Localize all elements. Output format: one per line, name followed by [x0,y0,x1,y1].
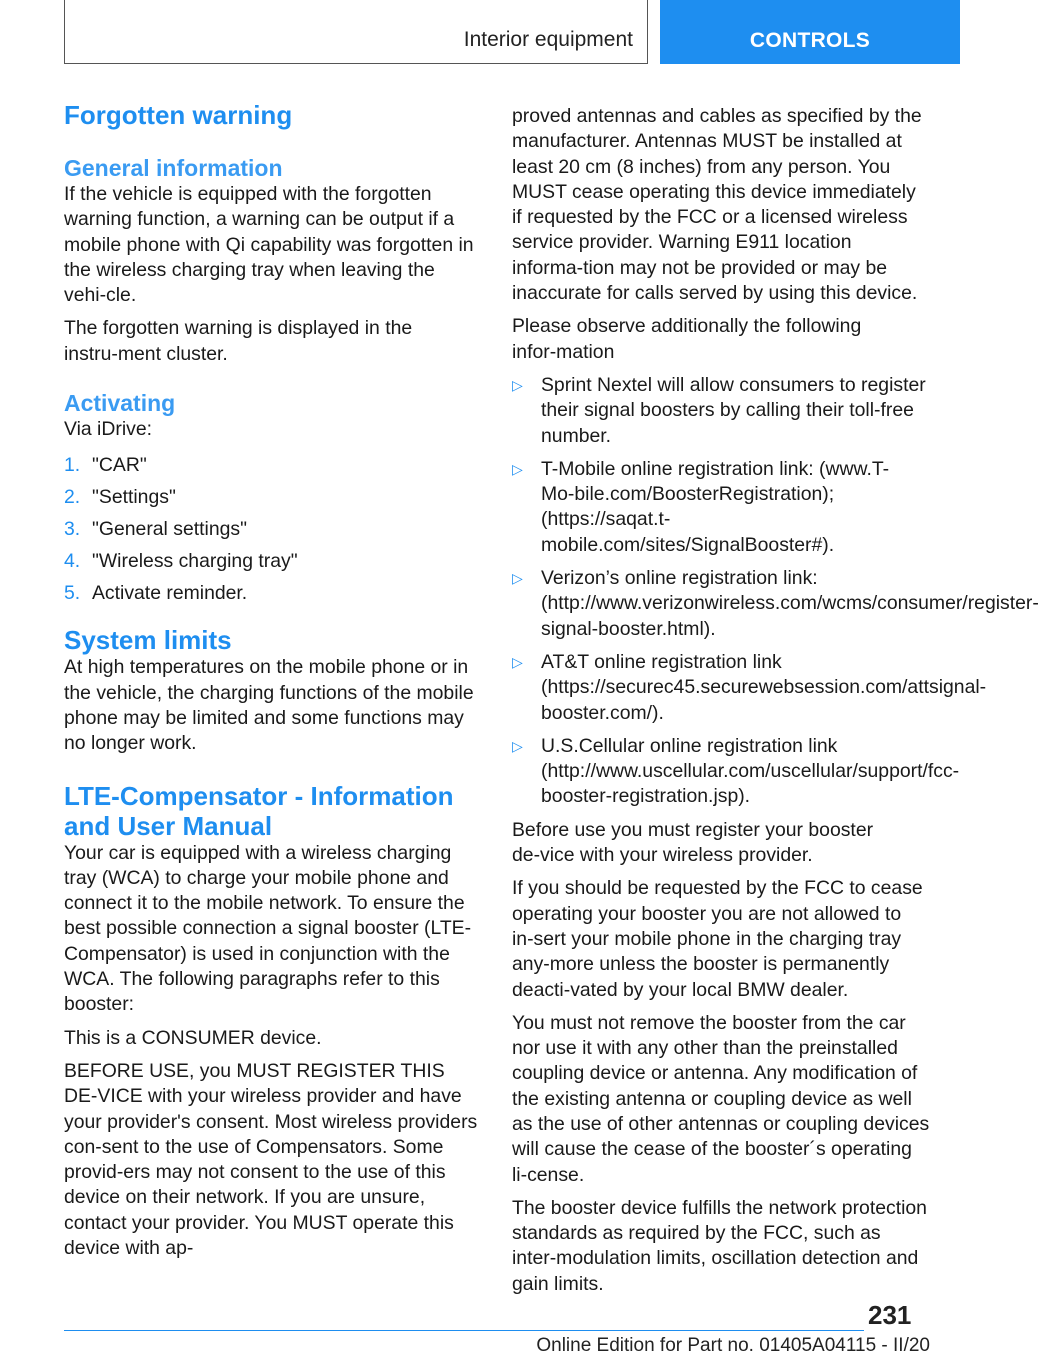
step-text: Activate reminder. [92,582,248,605]
triangle-right-icon: ▷ [512,460,523,477]
step-number: 5. [64,582,81,605]
list-item [512,373,930,449]
header-chapter-tab [660,0,960,64]
triangle-right-icon: ▷ [512,376,523,393]
list-item [64,549,478,581]
paragraph: BEFORE USE, you MUST REGISTER THIS DE‑VICE with your wireless provider and have your provider's consent. Most wireless providers con‑sent to the use of Compensators. Some provid‑ers may not consent to the use of this device on their network. If you are unsure, contact your provider. You MUST operate this device with ap‑ [64,1059,478,1260]
step-number: 2. [64,486,81,509]
paragraph: If you should be requested by the FCC to cease operating your booster you are not allowed to in‑sert your mobile phone in the charging tray any‑more unless the booster is permanently deacti‑vated by your local BMW dealer. [512,877,923,1001]
steps-list [64,453,478,613]
paragraph: Before use you must register your booster de‑vice with your wireless provider. [512,818,874,867]
paragraph: You must not remove the booster from the car nor use it with any other than the preinstalled coupling device or antenna. Any modification of the existing antenna or coupling device as well as the use of other antennas or coupling devices will cause the cease of the booster´s operating li‑cense. [512,1011,930,1186]
bullet-text: T-Mobile online registration link: (www.T-Mo‑bile.com/BoosterRegistration); (https://saqat.t-mobile.com/sites/SignalBooster#). [541,457,890,556]
paragraph: proved antennas and cables as specified by the manufacturer. Antennas MUST be installed at least 20 cm (8 inches) from any person. You MUST cease operating this device immediately if requested by the FCC or a licensed wireless service provider. Warning E911 location informa‑tion may not be provided or may be inaccurate for calls served by using this device. [512,105,922,305]
bullet-text: U.S.Cellular online registration link (http://www.uscellular.com/uscellular/support/fcc-booster-registration.jsp). [541,734,960,808]
bullet-text: Sprint Nextel will allow consumers to register their signal boosters by calling their toll-free number. [541,373,926,447]
right-column [512,104,1039,1297]
page-number: 231 [868,1300,912,1330]
step-number: 1. [64,454,81,477]
triangle-right-icon: ▷ [512,653,523,670]
triangle-right-icon: ▷ [512,570,523,587]
heading-forgotten-warning: Forgotten warning [64,100,293,130]
step-number: 3. [64,518,81,541]
paragraph: The forgotten warning is displayed in the instru‑ment cluster. [64,317,413,365]
header-section-box [64,0,648,64]
list-item [64,453,478,485]
bullet-text: AT&T online registration link (https://securec45.securewebsession.com/attsignal-booster.com/). [541,650,987,724]
heading-system-limits: System limits [64,625,232,656]
paragraph: Please observe additionally the following infor‑mation [512,315,862,363]
paragraph: Via iDrive: [64,418,153,441]
list-item [512,734,960,810]
step-text: "CAR" [92,454,147,477]
header-chapter-title: CONTROLS [749,29,871,52]
left-column [64,100,478,1261]
registration-links-list [512,373,1039,810]
paragraph: At high temperatures on the mobile phone or in the vehicle, the charging functions of the mobile phone may be limited and some functions may no longer work. [64,656,474,755]
heading-activating: Activating [64,390,176,417]
paragraph: If the vehicle is equipped with the forgotten warning function, a warning can be output if a mobile phone with Qi capability was forgotten in the wireless charging tray when leaving the vehi‑cle. [64,183,474,307]
triangle-right-icon: ▷ [512,737,523,754]
bullet-text: Verizon’s online registration link: (http://www.verizonwireless.com/wcms/consumer/register-signal-booster.html). [541,567,1039,640]
list-item [64,581,478,613]
step-number: 4. [64,550,81,573]
heading-general-information: General information [64,155,283,181]
list-item [512,650,987,726]
paragraph: The booster device fulfills the network protection standards as required by the FCC, such as inter‑modulation limits, oscillation detection and gain limits. [512,1196,927,1295]
heading-lte-compensator: LTE-Compensator - Information and User Manual [64,780,454,841]
step-text: "General settings" [92,518,247,541]
footer-edition: Online Edition for Part no. 01405A04115 - II/20 [536,1335,930,1356]
list-item [64,517,478,549]
list-item [512,457,930,558]
step-text: "Settings" [92,486,176,509]
header-section-title: Interior equipment [463,28,633,51]
footer-divider [64,1330,864,1331]
paragraph: This is a CONSUMER device. [64,1026,322,1049]
step-text: "Wireless charging tray" [92,550,298,573]
paragraph: Your car is equipped with a wireless charging tray (WCA) to charge your mobile phone and connect it to the mobile network. To ensure the best possible connection a signal booster (LTE-Compensator) is used in conjunction with the WCA. The following paragraphs refer to this booster: [64,841,472,1016]
list-item [64,485,478,517]
list-item [512,566,1039,642]
